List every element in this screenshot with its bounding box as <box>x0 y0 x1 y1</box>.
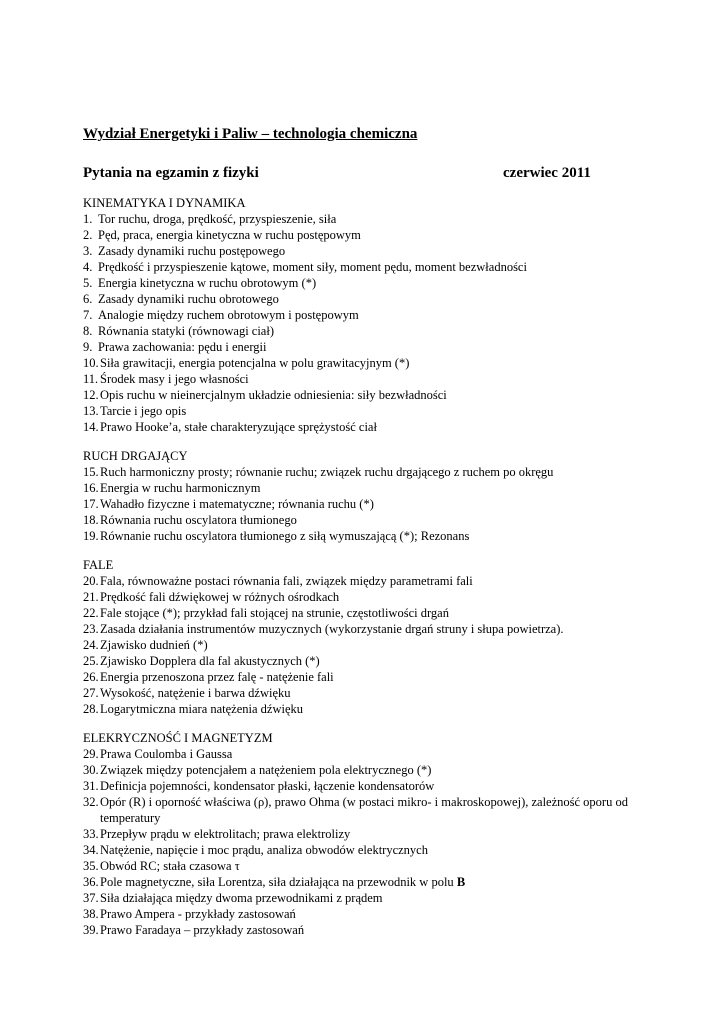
section <box>83 730 643 938</box>
question-item <box>83 826 643 842</box>
question-item <box>83 794 643 826</box>
question-text: Równania ruchu oscylatora tłumionego <box>100 513 297 527</box>
question-text: Fala, równoważne postaci równania fali, związek między parametrami fali <box>100 574 473 588</box>
question-item <box>83 339 643 355</box>
question-number: 7. <box>83 308 93 322</box>
question-text: Równanie ruchu oscylatora tłumionego z siłą wymuszającą (*); Rezonans <box>100 529 470 543</box>
question-text: Ruch harmoniczny prosty; równanie ruchu; związek ruchu drgającego z ruchem po okręgu <box>100 465 554 479</box>
question-text: Wahadło fizyczne i matematyczne; równania ruchu (*) <box>100 497 374 511</box>
question-item <box>83 323 643 339</box>
question-item <box>83 906 643 922</box>
question-number: 15. <box>83 465 99 479</box>
question-item <box>83 701 643 717</box>
question-number: 11. <box>83 372 99 386</box>
question-text: Analogie między ruchem obrotowym i postępowym <box>98 308 359 322</box>
question-text: Siła działająca między dwoma przewodnikami z prądem <box>100 891 383 905</box>
question-text: Natężenie, napięcie i moc prądu, analiza obwodów elektrycznych <box>100 843 428 857</box>
question-text: Definicja pojemności, kondensator płaski, łączenie kondensatorów <box>100 779 435 793</box>
question-text: Zjawisko Dopplera dla fal akustycznych (*) <box>100 654 320 668</box>
faculty-title: Wydział Energetyki i Paliw – technologia chemiczna <box>83 126 418 142</box>
question-item <box>83 874 643 890</box>
exam-title: Pytania na egzamin z fizyki <box>83 165 259 181</box>
question-text: Zasada działania instrumentów muzycznych (wykorzystanie drgań struny i słupa powietrza). <box>100 622 564 636</box>
question-item <box>83 922 643 938</box>
question-number: 3. <box>83 244 93 258</box>
question-text: Zasady dynamiki ruchu obrotowego <box>98 292 279 306</box>
question-item <box>83 858 643 874</box>
section-heading: RUCH DRGAJĄCY <box>83 449 188 463</box>
question-number: 36. <box>83 875 99 889</box>
question-text: Równania statyki (równowagi ciał) <box>98 324 274 338</box>
question-number: 26. <box>83 670 99 684</box>
question-number: 2. <box>83 228 93 242</box>
question-text: Prędkość i przyspieszenie kątowe, moment siły, moment pędu, moment bezwładności <box>98 260 527 274</box>
question-number: 37. <box>83 891 99 905</box>
question-item <box>83 589 643 605</box>
question-text: Zjawisko dudnień (*) <box>100 638 208 652</box>
question-item <box>83 778 643 794</box>
question-item <box>83 211 643 227</box>
question-text: Siła grawitacji, energia potencjalna w polu grawitacyjnym (*) <box>100 356 410 370</box>
question-number: 17. <box>83 497 99 511</box>
section-heading: FALE <box>83 558 114 572</box>
question-number: 22. <box>83 606 99 620</box>
question-number: 23. <box>83 622 99 636</box>
question-item <box>83 371 643 387</box>
section-heading: ELEKRYCZNOŚĆ I MAGNETYZM <box>83 731 273 745</box>
question-item <box>83 605 643 621</box>
question-item <box>83 275 643 291</box>
question-text: Logarytmiczna miara natężenia dźwięku <box>100 702 304 716</box>
question-text: Prawo Ampera - przykłady zastosowań <box>100 907 296 921</box>
question-text: Prawo Faradaya – przykłady zastosowań <box>100 923 305 937</box>
question-text: Zasady dynamiki ruchu postępowego <box>98 244 286 258</box>
question-text: Opór (R) i oporność właściwa (ρ), prawo Ohma (w postaci mikro- i makroskopowej), zależność oporu od temperatury <box>100 795 628 825</box>
question-text: Energia w ruchu harmonicznym <box>100 481 261 495</box>
question-item <box>83 621 643 637</box>
question-number: 28. <box>83 702 99 716</box>
question-number: 20. <box>83 574 99 588</box>
exam-date: czerwiec 2011 <box>503 165 591 181</box>
question-item <box>83 419 643 435</box>
question-item <box>83 496 643 512</box>
question-number: 25. <box>83 654 99 668</box>
question-number: 16. <box>83 481 99 495</box>
question-text: Tor ruchu, droga, prędkość, przyspieszenie, siła <box>98 212 337 226</box>
section <box>83 195 643 435</box>
question-item <box>83 653 643 669</box>
question-number: 24. <box>83 638 99 652</box>
question-text: Opis ruchu w nieinercjalnym układzie odniesienia: siły bezwładności <box>100 388 447 402</box>
question-number: 34. <box>83 843 99 857</box>
question-item <box>83 512 643 528</box>
question-text: Pęd, praca, energia kinetyczna w ruchu postępowym <box>98 228 361 242</box>
question-text: Pole magnetyczne, siła Lorentza, siła działająca na przewodnik w polu <box>100 875 457 889</box>
section-heading: KINEMATYKA I DYNAMIKA <box>83 196 246 210</box>
question-number: 32. <box>83 795 99 809</box>
question-number: 18. <box>83 513 99 527</box>
question-item <box>83 387 643 403</box>
question-item <box>83 259 643 275</box>
question-number: 8. <box>83 324 93 338</box>
question-number: 31. <box>83 779 99 793</box>
question-number: 27. <box>83 686 99 700</box>
question-text: Tarcie i jego opis <box>100 404 187 418</box>
question-item <box>83 464 643 480</box>
question-number: 29. <box>83 747 99 761</box>
question-number: 30. <box>83 763 99 777</box>
question-text: Energia przenoszona przez falę - natężenie fali <box>100 670 334 684</box>
question-item <box>83 685 643 701</box>
question-text: Obwód RC; stała czasowa τ <box>100 859 240 873</box>
question-item <box>83 746 643 762</box>
question-item <box>83 573 643 589</box>
bold-symbol: B <box>456 875 466 889</box>
question-list <box>83 195 643 951</box>
question-item <box>83 669 643 685</box>
question-item <box>83 355 643 371</box>
question-item <box>83 842 643 858</box>
question-text: Prawa zachowania: pędu i energii <box>98 340 267 354</box>
question-text: Fale stojące (*); przykład fali stojącej na strunie, częstotliwości drgań <box>100 606 449 620</box>
question-number: 5. <box>83 276 93 290</box>
question-text: Wysokość, natężenie i barwa dźwięku <box>100 686 291 700</box>
question-number: 21. <box>83 590 99 604</box>
question-number: 14. <box>83 420 99 434</box>
question-item <box>83 480 643 496</box>
question-number: 38. <box>83 907 99 921</box>
question-text: Związek między potencjałem a natężeniem pola elektrycznego (*) <box>100 763 432 777</box>
question-number: 33. <box>83 827 99 841</box>
question-number: 39. <box>83 923 99 937</box>
question-text: Prędkość fali dźwiękowej w różnych ośrodkach <box>100 590 340 604</box>
question-item <box>83 403 643 419</box>
question-number: 19. <box>83 529 99 543</box>
question-number: 12. <box>83 388 99 402</box>
question-item <box>83 762 643 778</box>
question-text: Prawa Coulomba i Gaussa <box>100 747 233 761</box>
question-item <box>83 637 643 653</box>
question-item <box>83 307 643 323</box>
question-text: Prawo Hooke’a, stałe charakteryzujące sprężystość ciał <box>100 420 377 434</box>
question-number: 6. <box>83 292 93 306</box>
question-text: Przepływ prądu w elektrolitach; prawa elektrolizy <box>100 827 351 841</box>
question-item <box>83 227 643 243</box>
question-item <box>83 528 643 544</box>
section <box>83 448 643 544</box>
question-text: Środek masy i jego własności <box>100 372 249 386</box>
question-text: Energia kinetyczna w ruchu obrotowym (*) <box>98 276 317 290</box>
question-number: 9. <box>83 340 93 354</box>
question-number: 1. <box>83 212 93 226</box>
question-item <box>83 291 643 307</box>
question-number: 13. <box>83 404 99 418</box>
question-item <box>83 890 643 906</box>
question-number: 35. <box>83 859 99 873</box>
question-number: 10. <box>83 356 99 370</box>
question-number: 4. <box>83 260 93 274</box>
question-item <box>83 243 643 259</box>
section <box>83 557 643 717</box>
